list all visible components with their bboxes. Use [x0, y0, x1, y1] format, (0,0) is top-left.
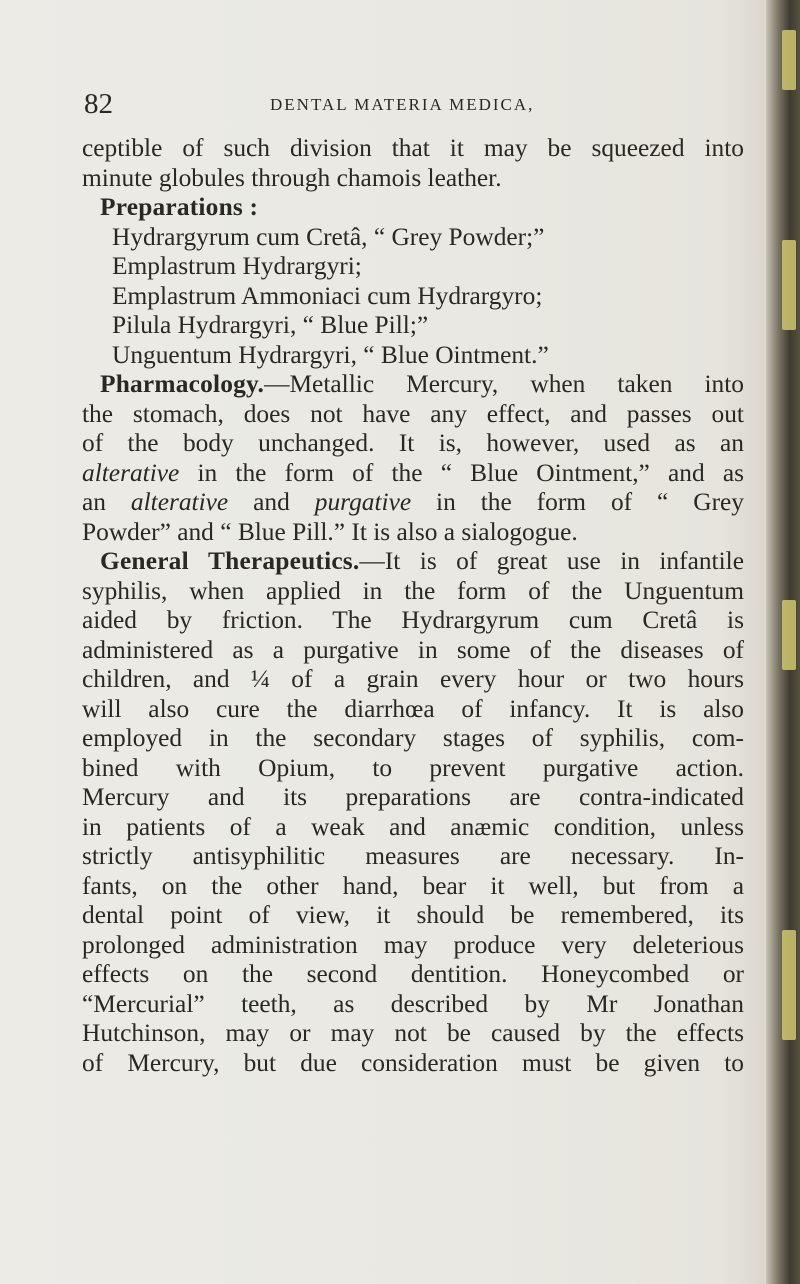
preparation-item: Unguentum Hydrargyri, “ Blue Ointment.”	[112, 340, 549, 369]
preparation-item: Pilula Hydrargyri, “ Blue Pill;”	[112, 311, 429, 339]
text-fragment: —It is of great use in infantile	[359, 547, 744, 575]
preparation-item: Emplastrum Hydrargyri;	[112, 252, 362, 280]
italic-term: alterative	[82, 458, 180, 487]
text-fragment: and	[228, 488, 315, 516]
text-line: of Mercury, but due consideration must be given to	[82, 1048, 744, 1077]
text-line	[82, 488, 744, 518]
binding-mark	[782, 240, 796, 330]
text-line	[82, 459, 744, 489]
section-heading-general-therapeutics: General Therapeutics.	[100, 547, 360, 575]
text-line: strictly antisyphilitic measures are necessary. In-	[82, 842, 744, 870]
italic-term: alterative	[130, 488, 229, 516]
text-line: syphilis, when applied in the form of the Unguentum	[82, 576, 744, 605]
page-edge-shadow	[766, 0, 800, 1284]
binding-mark	[782, 30, 796, 90]
page-header	[84, 88, 744, 128]
page-number: 82	[84, 88, 113, 120]
preparation-item: Emplastrum Ammoniaci cum Hydrargyro;	[112, 281, 543, 310]
text-line: of the body unchanged. It is, however, used as an	[82, 429, 744, 457]
italic-term: purgative	[314, 488, 412, 516]
text-line: will also cure the diarrhœa of infancy. It is also	[82, 694, 744, 723]
preparation-item: Hydrargyrum cum Cretâ, “ Grey Powder;”	[112, 222, 545, 251]
text-line: employed in the secondary stages of syphilis, com-	[82, 724, 744, 752]
text-fragment: in the form of the “ Blue Ointment,” and as	[179, 458, 744, 487]
text-line: effects on the second dentition. Honeycombed or	[82, 960, 744, 988]
paragraph-pharmacology-first-line	[82, 370, 744, 400]
text-line: “Mercurial” teeth, as described by Mr Jonathan	[82, 989, 744, 1018]
text-line: the stomach, does not have any effect, and passes out	[82, 399, 744, 428]
text-line: fants, on the other hand, bear it well, but from a	[82, 871, 744, 900]
text-fragment: an	[82, 488, 131, 516]
text-line: Mercury and its preparations are contra-indicated	[82, 783, 744, 811]
text-line: dental point of view, it should be remembered, its	[82, 901, 744, 929]
paragraph-therapeutics-first-line	[82, 547, 744, 577]
section-heading-preparations: Preparations :	[100, 193, 259, 221]
binding-mark	[782, 930, 796, 1040]
text-line: Powder” and “ Blue Pill.” It is also a sialogogue.	[82, 517, 578, 546]
text-line: aided by friction. The Hydrargyrum cum Cretâ is	[82, 606, 744, 634]
text-line: children, and ¼ of a grain every hour or two hours	[82, 665, 744, 693]
text-line: Hutchinson, may or may not be caused by the effects	[82, 1019, 744, 1047]
text-line: minute globules through chamois leather.	[82, 163, 502, 192]
text-line: prolonged administration may produce very deleterious	[82, 930, 744, 959]
binding-mark	[782, 600, 796, 670]
text-fragment: —Metallic Mercury, when taken into	[264, 370, 744, 398]
section-heading-pharmacology: Pharmacology.	[100, 370, 265, 398]
running-head: DENTAL MATERIA MEDICA,	[270, 95, 535, 114]
text-fragment: in the form of “ Grey	[411, 488, 744, 516]
body-text	[82, 134, 744, 1078]
text-line: bined with Opium, to prevent purgative action.	[82, 753, 744, 782]
text-line: ceptible of such division that it may be squeezed into	[82, 134, 744, 162]
text-line: administered as a purgative in some of the diseases of	[82, 635, 744, 664]
text-line: in patients of a weak and anæmic condition, unless	[82, 812, 744, 841]
